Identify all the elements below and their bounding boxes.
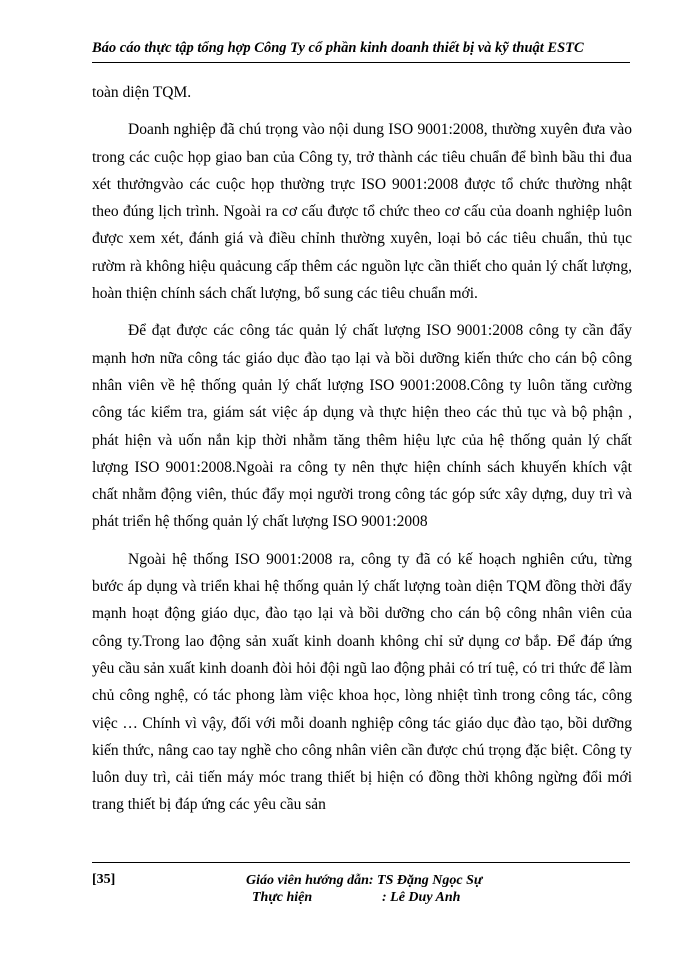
performer-name: : Lê Duy Anh [382, 890, 461, 905]
paragraph-continuation: toàn diện TQM. [92, 84, 192, 101]
header-divider [92, 62, 630, 63]
paragraph: Ngoài hệ thống ISO 9001:2008 ra, công ty đã có kế hoạch nghiên cứu, từng bước áp dụng và triển khai hệ thống quản lý chất lượng toàn diện TQM đồng thời đẩy mạnh hoạt động giáo dục, đào tạo lại và bồi dưỡng cho cán bộ công nhân viên của công ty.Trong lao động sản xuất kinh doanh không chỉ sử dụng cơ bắp. Để đáp ứng yêu cầu sản xuất kinh doanh đòi hỏi đội ngũ lao động phải có trí tuệ, có tri thức để làm chủ công nghệ, có tác phong làm việc khoa học, lòng nhiệt tình trong công tác, công việc … Chính vì vậy, đối với mỗi doanh nghiệp công tác giáo dục đào tạo, bồi dưỡng kiến thức, nâng cao tay nghề cho công nhân viên cần được chú trọng đặc biệt. Công ty luôn duy trì, cải tiến máy móc trang thiết bị hiện có đồng thời không ngừng đổi mới trang thiết bị đáp ứng các yêu cầu sản [92, 550, 632, 814]
running-header: Báo cáo thực tập tổng hợp Công Ty cổ phần kinh doanh thiết bị và kỹ thuật ESTC [92, 40, 584, 56]
advisor-line: Giáo viên hướng dẫn: TS Đặng Ngọc Sự [246, 873, 483, 888]
page-number: [35] [92, 872, 116, 887]
paragraph: Doanh nghiệp đã chú trọng vào nội dung ISO 9001:2008, thường xuyên đưa vào trong các cuộc họp giao ban của Công ty, trở thành các tiêu chuẩn để bình bầu thi đua xét thưởngvào các cuộc họp thường trực ISO 9001:2008 được tổ chức thường nhật theo đúng lịch trình. Ngoài ra cơ cấu được tổ chức theo cơ cấu của doanh nghiệp luôn được xem xét, đánh giá và điều chỉnh thường xuyên, loại bỏ các tiêu chuẩn, thủ tục rườm rà không hiệu quảcung cấp thêm các nguồn lực cần thiết cho quản lý chất lượng, hoàn thiện chính sách chất lượng, bổ sung các tiêu chuẩn mới. [92, 121, 632, 303]
footer-divider [92, 862, 630, 863]
performer-label: Thực hiện [252, 890, 313, 905]
document-body [92, 79, 632, 819]
footer-credits [246, 872, 482, 906]
paragraph: Để đạt được các công tác quản lý chất lượng ISO 9001:2008 công ty cần đẩy mạnh hơn nữa công tác giáo dục đào tạo lại và bồi dưỡng kiến thức cho cán bộ công nhân viên về hệ thống quản lý chất lượng ISO 9001:2008.Công ty luôn tăng cường công tác kiểm tra, giám sát việc áp dụng và thực hiện theo các thủ tục và bộ phận , phát hiện và uốn nắn kịp thời nhằm tăng thêm hiệu lực của hệ thống quản lý chất lượng ISO 9001:2008.Ngoài ra công ty nên thực hiện chính sách khuyến khích vật chất nhằm động viên, thúc đẩy mọi người trong công tác góp sức xây dựng, duy trì và phát triển hệ thống quản lý chất lượng ISO 9001:2008 [92, 322, 632, 531]
performer-line [246, 889, 482, 906]
